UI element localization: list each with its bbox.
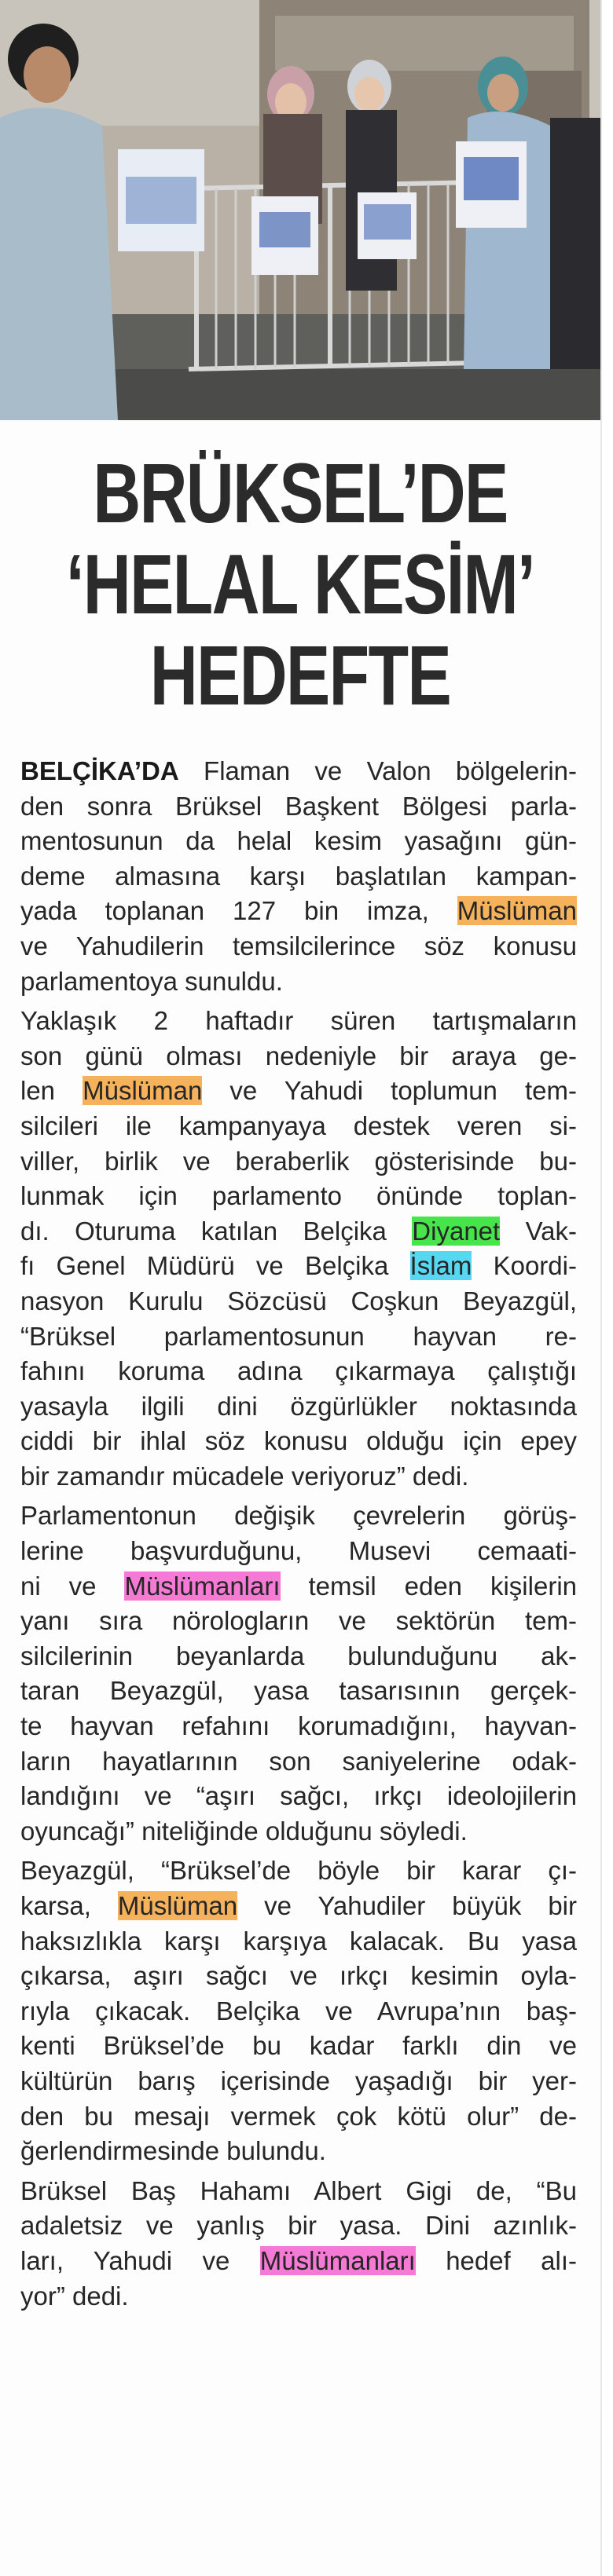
text-line: silcilerinin beyanlarda bulunduğunu ak- xyxy=(20,1641,577,1670)
paragraph-2 xyxy=(20,1004,577,1494)
text-line: len xyxy=(20,1076,83,1106)
text-line: nasyon Kurulu Sözcüsü Coşkun Beyazgül, xyxy=(20,1286,577,1315)
text-line: Flaman ve Valon bölgelerin- xyxy=(178,756,577,785)
text-line: taran Beyazgül, yasa tasarısının gerçek- xyxy=(20,1676,577,1706)
paragraph-5 xyxy=(20,2174,577,2314)
paragraph-1 xyxy=(20,754,577,999)
text-line: yor” dedi. xyxy=(20,2281,129,2311)
paragraph-4 xyxy=(20,1853,577,2168)
text-line: ve Yahudiler büyük bir xyxy=(237,1891,577,1920)
text-line: ve Yahudilerin temsilcilerince söz konusu xyxy=(20,931,577,961)
text-line: kenti Brüksel’de bu kadar farklı din ve xyxy=(20,2031,577,2061)
text-line: haksızlıkla karşı karşıya kalacak. Bu yasa xyxy=(20,1926,577,1956)
text-line: Parlamentonun değişik çevrelerin görüş- xyxy=(20,1501,577,1531)
text-line: Koordi- xyxy=(472,1251,577,1281)
article-body xyxy=(20,754,577,2318)
text-line: parlamentoya sunuldu. xyxy=(20,966,283,996)
text-line: lunmak için parlamento önünde toplan- xyxy=(20,1181,577,1211)
text-line: silcileri ile kampanyaya destek veren si- xyxy=(20,1111,577,1140)
text-line: ğerlendirmesinde bulundu. xyxy=(20,2136,326,2166)
text-line: deme almasına karşı başlatılan kampan- xyxy=(20,861,577,891)
text-line: den sonra Brüksel Başkent Bölgesi parla- xyxy=(20,791,577,821)
text-line: Brüksel Baş Hahamı Albert Gigi de, “Bu xyxy=(20,2175,577,2205)
text-line: Vak- xyxy=(500,1216,577,1246)
highlight-muslim: Müslüman xyxy=(117,1891,238,1920)
text-line: “Brüksel parlamentosunun hayvan re- xyxy=(20,1321,577,1351)
text-line: dı. Oturuma katılan Belçika xyxy=(20,1216,413,1246)
text-line: oyuncağı” niteliğinde olduğunu söyledi. xyxy=(20,1816,468,1846)
text-line: ni ve xyxy=(20,1571,125,1601)
text-line: hedef alı- xyxy=(415,2245,578,2275)
lead-word: BELÇİKA’DA xyxy=(20,756,179,785)
photo-illustration xyxy=(0,0,600,420)
text-line: adaletsiz ve yanlış bir yasa. Dini azınlık- xyxy=(20,2211,577,2241)
protest-photo xyxy=(0,0,600,420)
text-line: ları, Yahudi ve xyxy=(20,2245,260,2275)
text-line: Yaklaşık 2 haftadır süren tartışmaların xyxy=(20,1006,577,1036)
highlight-muslim: Müslüman xyxy=(457,896,577,926)
text-line: mentosunun da helal kesim yasağını gün- xyxy=(20,826,577,856)
text-line: yasayla ilgili dini özgürlükler noktasında xyxy=(20,1391,577,1421)
highlight-muslim: Müslüman xyxy=(83,1076,203,1106)
paragraph-3 xyxy=(20,1498,577,1849)
text-line: temsil eden kişilerin xyxy=(280,1571,577,1601)
text-line: den bu mesajı vermek çok kötü olur” de- xyxy=(20,2101,577,2131)
headline-line-1: BRÜKSEL’DE xyxy=(93,445,508,540)
text-line: karsa, xyxy=(20,1891,118,1920)
headline xyxy=(66,445,535,723)
headline-line-2: ‘HELAL KESİM’ xyxy=(66,536,535,631)
text-line: fahını koruma adına çıkarmaya çalıştığı xyxy=(20,1356,577,1386)
text-line: fı Genel Müdürü ve Belçika xyxy=(20,1251,410,1281)
text-line: lerine başvurduğunu, Musevi cemaati- xyxy=(20,1536,577,1566)
text-line: kültürün barış içerisinde yaşadığı bir yer- xyxy=(20,2066,577,2095)
highlight-islam: İslam xyxy=(409,1251,472,1281)
text-line: ve Yahudi toplumun tem- xyxy=(202,1076,577,1106)
text-line: rıyla çıkacak. Belçika ve Avrupa’nın baş- xyxy=(20,1996,577,2025)
text-line: te hayvan refahını korumadığını, hayvan- xyxy=(20,1711,577,1741)
text-line: son günü olması nedeniyle bir araya ge- xyxy=(20,1041,577,1070)
text-line: ların hayatlarının son saniyelerine odak- xyxy=(20,1746,577,1776)
text-line: bir zamandır mücadele veriyoruz” dedi. xyxy=(20,1461,469,1491)
highlight-muslims: Müslümanları xyxy=(124,1571,281,1601)
text-line: ciddi bir ihlal söz konusu olduğu için epey xyxy=(20,1426,577,1456)
text-line: yada toplanan 127 bin imza, xyxy=(20,896,457,926)
text-line: landığını ve “aşırı sağcı, ırkçı ideolojilerin xyxy=(20,1781,577,1811)
text-line: Beyazgül, “Brüksel’de böyle bir karar çı- xyxy=(20,1856,577,1886)
text-line: viller, birlik ve beraberlik gösterisinde bu- xyxy=(20,1146,577,1176)
headline-line-3: HEDEFTE xyxy=(149,628,451,723)
text-line: çıkarsa, aşırı sağcı ve ırkçı kesimin oyla- xyxy=(20,1961,577,1991)
highlight-diyanet: Diyanet xyxy=(412,1216,501,1246)
text-line: yanı sıra nörologların ve sektörün tem- xyxy=(20,1606,577,1636)
highlight-muslims: Müslümanları xyxy=(259,2245,416,2275)
